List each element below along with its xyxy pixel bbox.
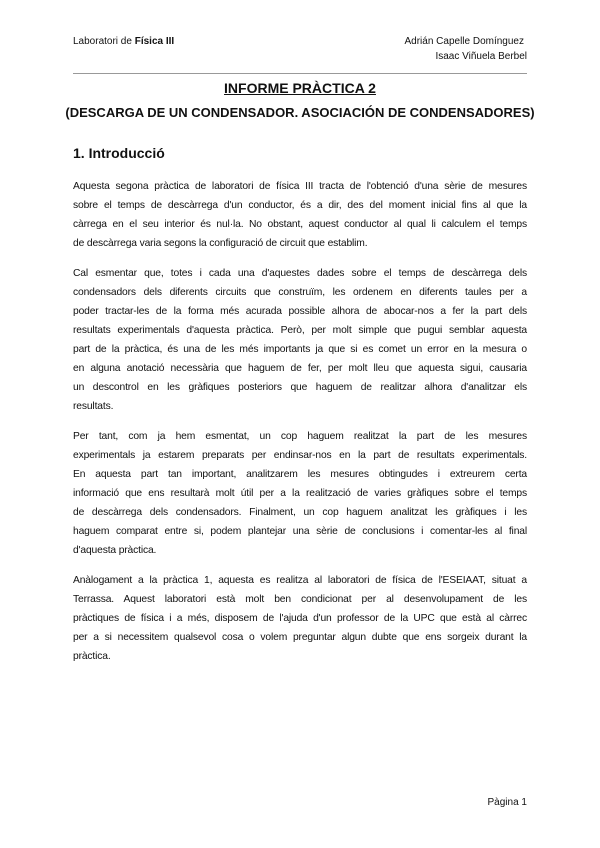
text-line: En aquesta part tan important, analitzarem les mesures obtingudes i extreurem certa (73, 469, 527, 480)
header-course (73, 36, 174, 47)
header-author-1: Adrián Capelle Domínguez (404, 36, 524, 47)
text-line: Per tant, com ja hem esmentat, un cop haguem realitzat la part de les mesures (73, 431, 527, 442)
text-line: haguem comparat entre si, podem plantejar una sèrie de conclusions i comentar-les al final (73, 526, 527, 537)
text-line: de descàrrega dels condensadors. Finalment, un cop haguem analitzat les gràfiques i les (73, 507, 527, 518)
text-line: en alguna anotació necessària que haguem de fer, per molt lleu que aquesta sigui, causaria (73, 363, 527, 374)
text-line: per a si necessitem qualsevol cosa o volem preguntar algun dubte que ens sorgeix durant la (73, 632, 527, 643)
paragraph (73, 177, 527, 253)
text-line: part de la pràctica, és una de les més importants ja que si es comet un error en la mesura o (73, 344, 527, 355)
report-subtitle: (DESCARGA DE UN CONDENSADOR. ASOCIACIÓN DE CONDENSADORES) (65, 105, 535, 120)
header-author-2: Isaac Viñuela Berbel (435, 51, 527, 62)
header-divider (73, 73, 527, 74)
text-line: pràctica. (73, 651, 111, 662)
text-line: Cal esmentar que, totes i cada una d'aquestes dades sobre el temps de descàrrega dels (73, 268, 527, 279)
text-line: resultats. (73, 401, 114, 412)
text-line: Anàlogament a la pràctica 1, aquesta es realitza al laboratori de física de l'ESEIAAT, situat a (73, 575, 527, 586)
text-line: Aquesta segona pràctica de laboratori de física III tracta de l'obtenció d'una sèrie de mesures (73, 181, 527, 192)
paragraph (73, 264, 527, 416)
text-line: d'aquesta pràctica. (73, 545, 157, 556)
text-line: pràctiques de física i a més, disposem de l'ajuda d'un professor de la UPC que està al càrrec (73, 613, 527, 624)
text-line: resultats experimentals d'aquesta pràctica. Però, per molt simple que pugui semblar aquesta (73, 325, 527, 336)
report-title: INFORME PRÀCTICA 2 (224, 80, 376, 96)
text-line: condensadors dels diferents circuits que construïm, les ordenem en diferents taules per a (73, 287, 527, 298)
text-line: experimentals ja estarem preparats per endinsar-nos en la part de resultats experimentals. (73, 450, 527, 461)
text-line: informació que ens resultarà molt útil per a la realització de varies gràfiques sobre el temps (73, 488, 527, 499)
text-line: càrrega en el seu interior és nul·la. No obstant, aquest conductor al qual li calculem el temps (73, 219, 527, 230)
text-line: sobre el temps de descàrrega d'un conductor, és a dir, des del moment inicial fins al que la (73, 200, 527, 211)
text-line: un descontrol en les gràfiques posteriors que haguem de realitzar alhora d'analitzar els (73, 382, 527, 393)
text-line: poder tractar-les de la forma més acurada possible alhora de abocar-nos a fer la part dels (73, 306, 527, 317)
document-body (73, 177, 527, 677)
header-course-prefix: Laboratori de (73, 36, 135, 47)
page-number: Pàgina 1 (487, 797, 527, 808)
text-line: de descàrrega varia segons la configuració de circuit que establim. (73, 238, 368, 249)
paragraph (73, 427, 527, 560)
section-heading: 1. Introducció (73, 145, 165, 161)
text-line: Terrassa. Aquest laboratori està molt ben condicionat per al desenvolupament de les (73, 594, 527, 605)
header-course-name: Física III (134, 36, 175, 47)
paragraph (73, 571, 527, 666)
